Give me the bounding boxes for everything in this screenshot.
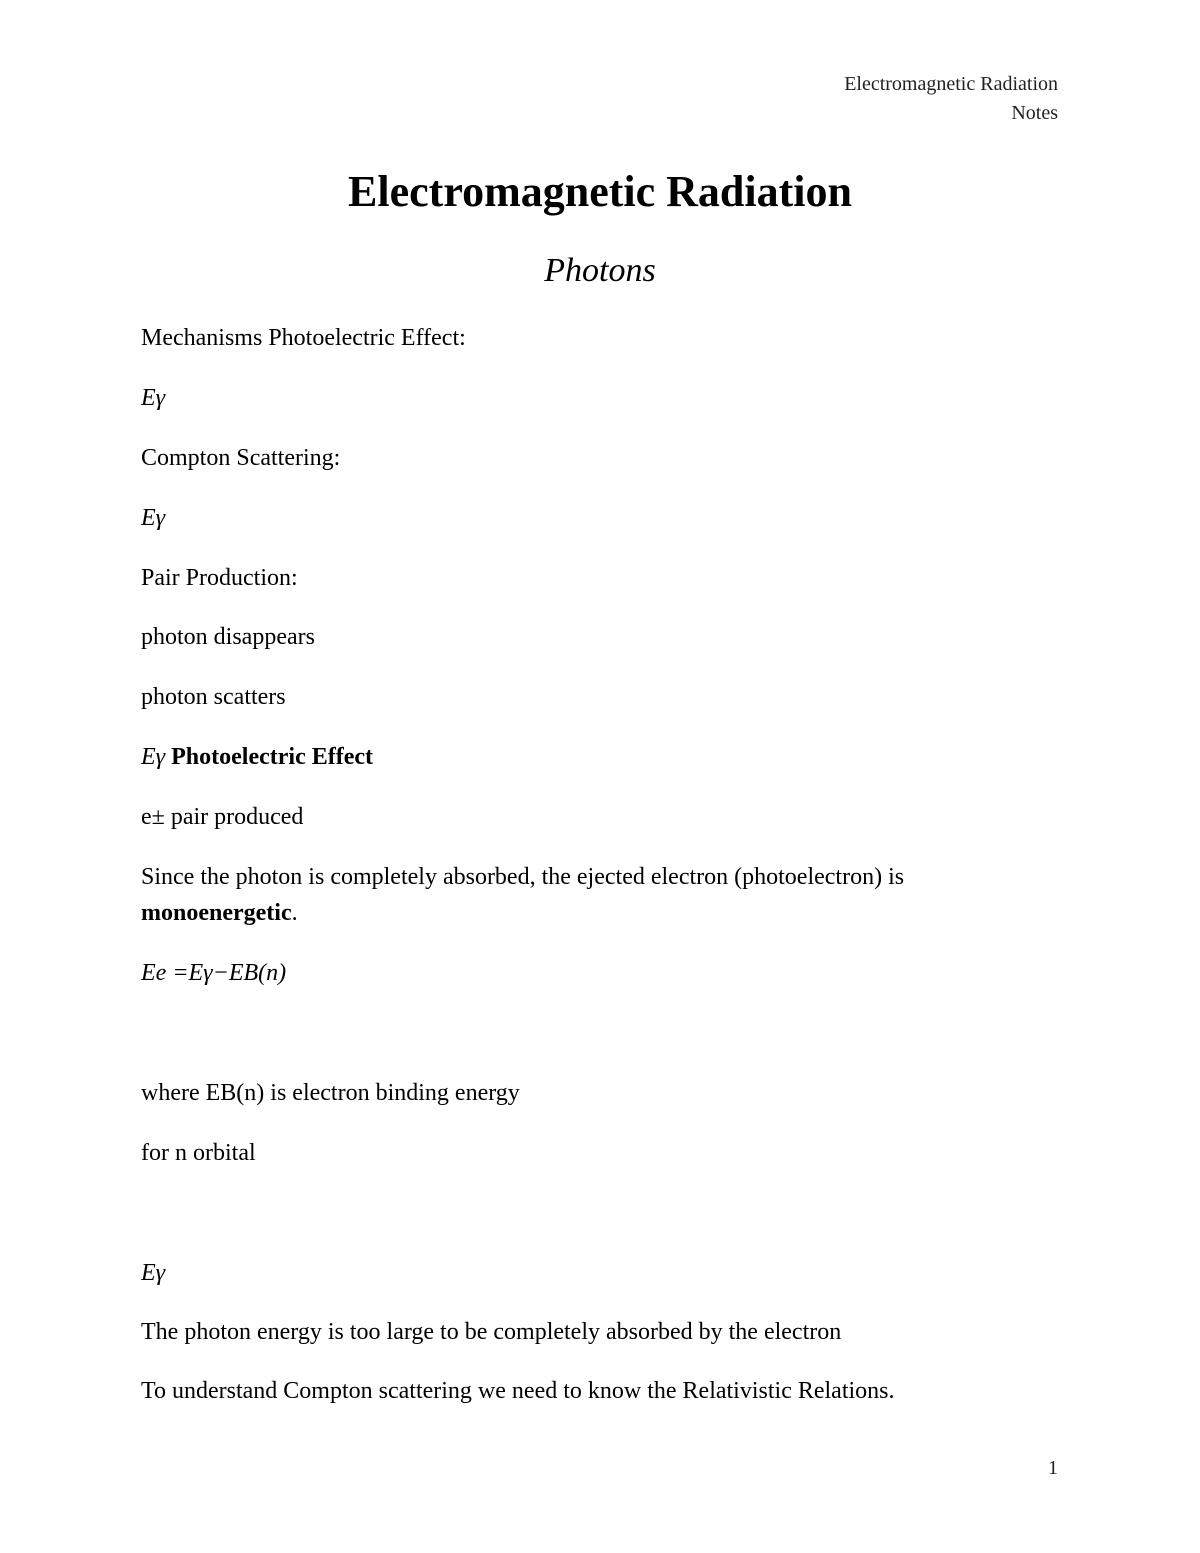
header-title: Electromagnetic Radiation <box>844 73 1058 95</box>
egamma-symbol: Eγ <box>141 1260 166 1286</box>
monoenergetic-line <box>141 895 1071 931</box>
section-subtitle: Photons <box>544 252 656 289</box>
compton-scattering-heading: Compton Scattering: <box>141 445 341 471</box>
photoelectric-effect-heading <box>141 739 1071 775</box>
since-photon-absorbed-line: Since the photon is completely absorbed, the ejected electron (photoelectron) is <box>141 864 905 890</box>
document-title: Electromagnetic Radiation <box>348 167 852 216</box>
photoelectron-energy-equation: Ee =Eγ−EB(n) <box>141 960 287 986</box>
pair-produced-line: e± pair produced <box>141 804 304 830</box>
monoenergetic-bold: monoenergetic <box>141 900 292 926</box>
relativistic-relations-line: To understand Compton scattering we need to know the Relativistic Relations. <box>141 1378 895 1404</box>
mechanisms-photoelectric-line: Mechanisms Photoelectric Effect: <box>141 325 466 351</box>
page-number: 1 <box>1048 1457 1058 1479</box>
egamma-symbol: Eγ <box>141 385 166 411</box>
header-subtitle: Notes <box>1011 102 1058 124</box>
period: . <box>291 900 298 926</box>
running-header <box>844 70 1058 128</box>
photon-energy-too-large-line: The photon energy is too large to be completely absorbed by the electron <box>141 1319 842 1345</box>
pair-production-heading: Pair Production: <box>141 565 298 591</box>
egamma-symbol: Eγ <box>141 744 166 770</box>
egamma-symbol: Eγ <box>141 505 166 531</box>
photon-disappears-line: photon disappears <box>141 624 315 650</box>
n-orbital-line: for n orbital <box>141 1140 256 1166</box>
photon-scatters-line: photon scatters <box>141 684 286 710</box>
binding-energy-definition: where EB(n) is electron binding energy <box>141 1080 520 1106</box>
photoelectric-effect-bold: Photoelectric Effect <box>171 744 374 770</box>
